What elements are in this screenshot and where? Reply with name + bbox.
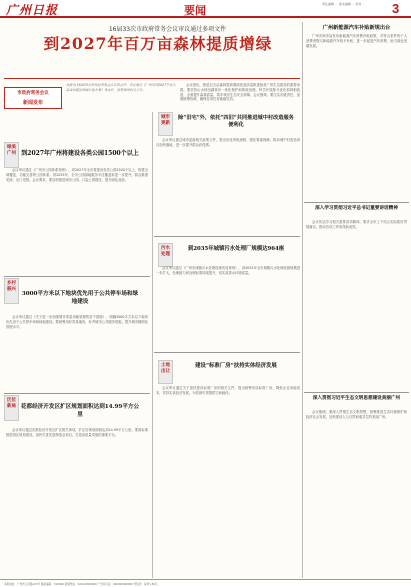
side-tag-3: 区位新局 bbox=[4, 395, 19, 421]
mid-tag-3: 土地出让 bbox=[158, 360, 173, 384]
divider bbox=[4, 276, 150, 277]
article-5-title: 到2035年城镇污水处理厂规模达964座 bbox=[187, 246, 285, 252]
editor-credits: 责任编辑 ··· 美术编辑 ··· 校对 ··· bbox=[322, 2, 366, 6]
right-article-1-title: 广州新能源汽车补贴新规出台 bbox=[322, 25, 391, 31]
article-3-title: 花都经济开发区扩区规划面积达到14.99平方公里 bbox=[20, 404, 140, 418]
footer-text: 本报地址：广州市人民路133号 邮政编码：510000 新闻热线：020-00000000 广告许可证：440000000000 零售价：每份1.50元 bbox=[4, 583, 158, 586]
article-3-body: 会议审议通过花都经济开发区扩区相关事项，扩区后规划面积达到14.99平方公里。要高标准推进园区规划建设，加快引进先进制造业项目，打造高质量发展的重要平台。 bbox=[6, 428, 148, 437]
divider bbox=[304, 202, 409, 203]
column-rule bbox=[152, 112, 153, 578]
lead-intro: 本报讯 16届33次市政府常务会议日前召开，审议通过《广州市到2027年百万亩森林提质增绿实施方案》等文件，部署推进相关工作。 bbox=[66, 83, 176, 92]
article-2-body: 会议审议通过《关于进一步加强城市零星用地管理的若干措施》，明确3000平方米以下地块优先用于公共停车场和绿地建设。要统筹用好零星地块，补齐城市公共服务短板，提升城市精细化管理水平。 bbox=[6, 315, 148, 329]
callout-line1: 市政府常务会议 bbox=[17, 91, 49, 96]
article-4-body: 会议审议通过城市更新相关政策文件，提出优化审批流程、强化要素保障，推动城中村改造项目加快落地，进一步提升群众获得感。 bbox=[156, 138, 300, 147]
mid-tag-1: 城市更新 bbox=[158, 112, 173, 136]
right-article-1-body: 广州市商务局发布新能源汽车消费补贴政策，对符合条件的个人消费者购买新能源汽车给予补贴，进一步促进汽车消费，助力绿色低碳发展。 bbox=[306, 34, 407, 48]
article-6-title: 建设“标准厂房”扶持实体经济发展 bbox=[195, 363, 277, 369]
side-tag-2: 乡村振兴 bbox=[4, 278, 19, 304]
page-number: 3 bbox=[392, 1, 400, 16]
press-release-callout bbox=[4, 87, 62, 109]
article-2-title: 3000平方米以下地块优先用于公共停车场和绿地建设 bbox=[21, 291, 139, 305]
right-article-3-body: 会议强调，要深入贯彻生态文明思想，统筹推进生态环境保护和经济社会发展，加快建设人与自然和谐共生的美丽广州。 bbox=[306, 410, 407, 419]
article-1-title: 到2027年广州将建设各类公园1500个以上 bbox=[21, 150, 139, 157]
masthead bbox=[0, 0, 411, 18]
section-title: 要闻 bbox=[184, 4, 206, 17]
column-rule bbox=[302, 22, 303, 578]
callout-line2: 新闻发布 bbox=[22, 100, 43, 106]
article-6-body: 会议审议通过关于加快建设标准厂房的相关文件，提出统筹布局标准厂房，降低企业用地成本，扶持实体经济发展，为招商引资提供空间载体。 bbox=[156, 386, 300, 395]
mid-tag-2: 污水处理 bbox=[158, 243, 173, 267]
article-4-title: 除“旧宅”外，依托“四旧”共同推进城中村改造服务便利化 bbox=[178, 115, 294, 128]
right-article-2-body: 会议传达学习相关重要讲话精神，要求全市上下结合实际抓好贯彻落实，推动各项工作取得新成效。 bbox=[306, 220, 407, 229]
page-footer bbox=[0, 579, 411, 587]
article-1-body: 会议审议通过《广州市公园体系规划》，到2027年全市将建设各类公园1500个以上，构建全域覆盖、功能完善的公园体系。到2035年，全市公园绿地服务半径覆盖率进一步提升，群众推窗见绿、出门见园。会议要求，要加快推进城市公园、口袋公园建设，提升绿化品质。 bbox=[6, 168, 148, 182]
side-tag-1: 绿美广州 bbox=[4, 142, 19, 168]
headline-divider bbox=[4, 78, 300, 79]
lead-body: 会议指出，推进百万亩森林提质增绿是高质量推进绿美广州生态建设的重要举措。要坚持山水林田湖草沙一体化保护和系统治理，科学开展林分优化和林相改善，全面提升森林质量，筑牢城市生态安全屏障。会议强调，要压实各级责任，加强统筹协调，确保各项任务落地见效。 bbox=[180, 83, 300, 102]
divider bbox=[4, 393, 150, 394]
divider bbox=[154, 236, 300, 237]
lead-subhead: 16届33次市政府常务会议审议通过多项文件 bbox=[108, 26, 227, 33]
right-article-2-title: 深入学习贯彻习近平总书记重要讲话精神 bbox=[315, 206, 398, 211]
article-5-body: 会议审议通过《广州市城镇污水处理设施布局规划》，到2035年全市城镇污水处理设施规模进一步扩大，处理能力和处理标准持续提升，切实改善水环境质量。 bbox=[156, 266, 300, 275]
newspaper-logo: 广州日报 bbox=[6, 3, 59, 17]
divider bbox=[304, 392, 409, 393]
lead-headline: 到2027年百万亩森林提质增绿 bbox=[43, 34, 273, 53]
divider bbox=[154, 352, 300, 353]
right-article-3-title: 深入贯彻习近平生态文明思想建设美丽广州 bbox=[312, 396, 401, 401]
